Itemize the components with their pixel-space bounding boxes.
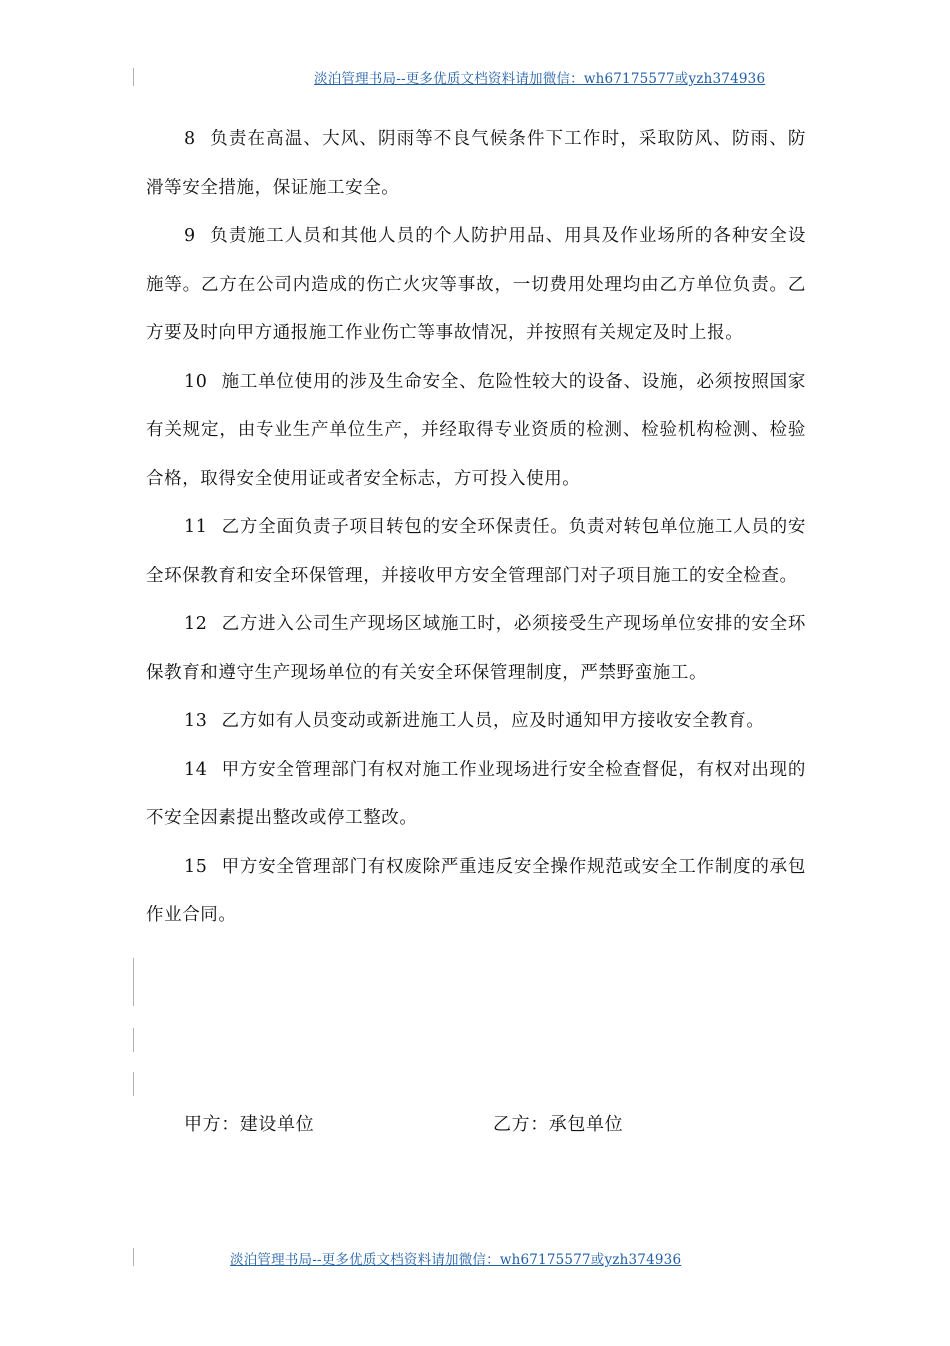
clause-9 bbox=[146, 212, 806, 358]
clause-number: 9 bbox=[184, 226, 196, 246]
margin-mark-top bbox=[133, 68, 134, 86]
clause-text: 乙方如有人员变动或新进施工人员，应及时通知甲方接收安全教育。 bbox=[221, 711, 765, 731]
contract-clauses bbox=[146, 115, 806, 940]
clause-number: 12 bbox=[184, 614, 208, 634]
clause-13 bbox=[146, 697, 806, 746]
clause-text: 乙方全面负责子项目转包的安全环保责任。负责对转包单位施工人员的安全环保教育和安全环保管理，并接收甲方安全管理部门对子项目施工的安全检查。 bbox=[146, 517, 806, 586]
margin-mark-bottom bbox=[133, 1248, 134, 1266]
clause-text: 甲方安全管理部门有权对施工作业现场进行安全检查督促，有权对出现的不安全因素提出整改或停工整改。 bbox=[146, 759, 806, 828]
clause-12 bbox=[146, 600, 806, 697]
clause-text: 乙方进入公司生产现场区域施工时，必须接受生产现场单位安排的安全环保教育和遵守生产现场单位的有关安全环保管理制度，严禁野蛮施工。 bbox=[146, 614, 806, 683]
footer-banner-link[interactable]: 淡泊管理书局--更多优质文档资料请加微信：wh67175577或yzh374936 bbox=[230, 1252, 682, 1268]
clause-14 bbox=[146, 746, 806, 843]
clause-number: 15 bbox=[184, 856, 208, 877]
header-banner-link[interactable]: 淡泊管理书局--更多优质文档资料请加微信：wh67175577或yzh374936 bbox=[314, 71, 766, 87]
clause-number: 11 bbox=[184, 517, 208, 537]
clause-10 bbox=[146, 358, 806, 504]
margin-mark-left-1 bbox=[133, 958, 134, 1006]
clause-text: 甲方安全管理部门有权废除严重违反安全操作规范或安全工作制度的承包作业合同。 bbox=[146, 856, 806, 925]
margin-mark-left-2 bbox=[133, 1028, 134, 1052]
clause-8 bbox=[146, 115, 806, 212]
clause-text: 负责施工人员和其他人员的个人防护用品、用具及作业场所的各种安全设施等。乙方在公司内造成的伤亡火灾等事故，一切费用处理均由乙方单位负责。乙方要及时向甲方通报施工作业伤亡等事故情况，并按照有关规定及时上报。 bbox=[146, 226, 806, 343]
margin-mark-left-3 bbox=[133, 1072, 134, 1096]
party-b-signature: 乙方：承包单位 bbox=[493, 1114, 624, 1135]
clause-15 bbox=[146, 843, 806, 940]
party-a-signature: 甲方：建设单位 bbox=[184, 1114, 315, 1135]
clause-number: 10 bbox=[184, 371, 208, 392]
clause-number: 14 bbox=[184, 759, 208, 780]
clause-number: 8 bbox=[184, 129, 196, 149]
clause-text: 负责在高温、大风、阴雨等不良气候条件下工作时，采取防风、防雨、防滑等安全措施，保证施工安全。 bbox=[146, 129, 806, 198]
clause-11 bbox=[146, 503, 806, 600]
clause-number: 13 bbox=[184, 711, 208, 731]
clause-text: 施工单位使用的涉及生命安全、危险性较大的设备、设施，必须按照国家有关规定，由专业生产单位生产，并经取得专业资质的检测、检验机构检测、检验合格，取得安全使用证或者安全标志，方可投入使用。 bbox=[146, 371, 806, 489]
